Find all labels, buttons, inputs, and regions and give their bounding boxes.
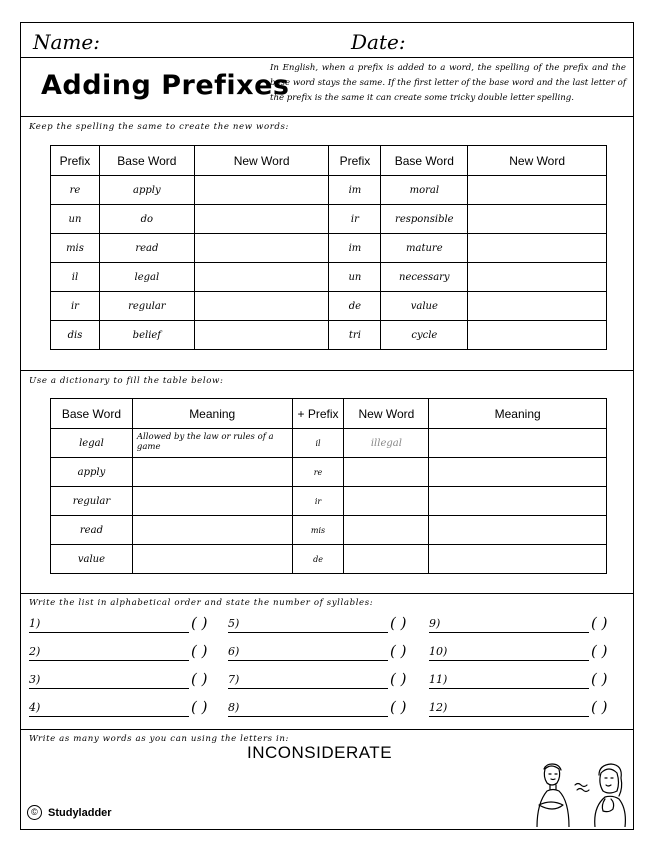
dictionary-table bbox=[50, 398, 607, 574]
column-header: Prefix bbox=[51, 146, 100, 176]
meaning-cell[interactable] bbox=[429, 545, 607, 574]
new-word-cell[interactable] bbox=[344, 487, 429, 516]
new-word-cell[interactable] bbox=[194, 205, 329, 234]
table-header-row bbox=[51, 399, 607, 429]
base-word-cell: responsible bbox=[381, 205, 468, 234]
column-header: Meaning bbox=[132, 399, 292, 429]
prefix-cell: re bbox=[292, 458, 344, 487]
prefix-cell: mis bbox=[51, 234, 100, 263]
prefix-cell: ir bbox=[292, 487, 344, 516]
section4-instruction: Write as many words as you can using the letters in: bbox=[29, 734, 289, 744]
answer-line[interactable] bbox=[29, 688, 189, 689]
prefix-cell: dis bbox=[51, 321, 100, 350]
answer-line[interactable] bbox=[429, 632, 589, 633]
new-word-cell: illegal bbox=[344, 429, 429, 458]
new-word-cell[interactable] bbox=[468, 205, 607, 234]
answer-line[interactable] bbox=[429, 716, 589, 717]
section1-instruction: Keep the spelling the same to create the new words: bbox=[29, 122, 290, 132]
target-word: INCONSIDERATE bbox=[247, 743, 393, 762]
divider bbox=[21, 116, 633, 117]
list-item-number: 4) bbox=[29, 701, 41, 714]
prefix-cell: ir bbox=[51, 292, 100, 321]
table-row bbox=[51, 321, 607, 350]
prefix-cell: de bbox=[292, 545, 344, 574]
syllable-parens[interactable]: ( ) bbox=[390, 642, 407, 660]
new-word-cell[interactable] bbox=[468, 321, 607, 350]
column-header: New Word bbox=[468, 146, 607, 176]
list-item-number: 6) bbox=[228, 645, 240, 658]
syllable-parens[interactable]: ( ) bbox=[390, 698, 407, 716]
column-header: New Word bbox=[194, 146, 329, 176]
new-word-cell[interactable] bbox=[344, 545, 429, 574]
base-word-cell: apply bbox=[51, 458, 133, 487]
base-word-cell: regular bbox=[99, 292, 194, 321]
intro-text: In English, when a prefix is added to a word, the spelling of the prefix and the base word stays the same. If the first letter of the base word and the last letter of the prefix is the same it can create some tricky double letter spelling. bbox=[270, 63, 626, 103]
copyright-icon: © bbox=[27, 805, 42, 820]
answer-line[interactable] bbox=[228, 660, 388, 661]
new-word-cell[interactable] bbox=[194, 292, 329, 321]
page-title: Adding Prefixes bbox=[41, 70, 290, 101]
brand-label: Studyladder bbox=[48, 806, 112, 819]
base-word-cell: read bbox=[51, 516, 133, 545]
new-word-cell[interactable] bbox=[194, 176, 329, 205]
new-word-cell[interactable] bbox=[194, 263, 329, 292]
divider bbox=[21, 57, 633, 58]
table-row bbox=[51, 234, 607, 263]
new-word-cell[interactable] bbox=[468, 176, 607, 205]
list-item-number: 10) bbox=[429, 645, 448, 658]
list-item-number: 9) bbox=[429, 617, 441, 630]
divider bbox=[21, 370, 633, 371]
base-word-cell: value bbox=[381, 292, 468, 321]
meaning-cell[interactable] bbox=[132, 487, 292, 516]
people-illustration-icon bbox=[531, 761, 629, 827]
base-word-cell: cycle bbox=[381, 321, 468, 350]
prefix-cell: il bbox=[51, 263, 100, 292]
prefix-cell: mis bbox=[292, 516, 344, 545]
list-item-number: 2) bbox=[29, 645, 41, 658]
meaning-cell[interactable] bbox=[429, 429, 607, 458]
new-word-cell[interactable] bbox=[468, 263, 607, 292]
syllable-parens[interactable]: ( ) bbox=[191, 614, 208, 632]
prefix-cell: un bbox=[329, 263, 381, 292]
base-word-cell: necessary bbox=[381, 263, 468, 292]
new-word-cell[interactable] bbox=[194, 234, 329, 263]
column-header: + Prefix bbox=[292, 399, 344, 429]
column-header: Prefix bbox=[329, 146, 381, 176]
base-word-cell: moral bbox=[381, 176, 468, 205]
answer-line[interactable] bbox=[228, 632, 388, 633]
base-word-cell: value bbox=[51, 545, 133, 574]
prefix-cell: re bbox=[51, 176, 100, 205]
new-word-cell[interactable] bbox=[468, 234, 607, 263]
list-item-number: 8) bbox=[228, 701, 240, 714]
answer-line[interactable] bbox=[429, 660, 589, 661]
base-word-cell: do bbox=[99, 205, 194, 234]
prefix-cell: de bbox=[329, 292, 381, 321]
column-header: Base Word bbox=[51, 399, 133, 429]
table-row bbox=[51, 205, 607, 234]
base-word-cell: regular bbox=[51, 487, 133, 516]
meaning-cell[interactable] bbox=[429, 487, 607, 516]
list-item-number: 5) bbox=[228, 617, 240, 630]
table-row bbox=[51, 487, 607, 516]
list-item-number: 3) bbox=[29, 673, 41, 686]
table-row bbox=[51, 263, 607, 292]
list-item-number: 1) bbox=[29, 617, 41, 630]
base-word-cell: belief bbox=[99, 321, 194, 350]
prefix-cell: il bbox=[292, 429, 344, 458]
table-header-row bbox=[51, 146, 607, 176]
section3-instruction: Write the list in alphabetical order and state the number of syllables: bbox=[29, 598, 374, 608]
syllable-parens[interactable]: ( ) bbox=[191, 670, 208, 688]
syllable-parens[interactable]: ( ) bbox=[591, 670, 608, 688]
base-word-cell: legal bbox=[51, 429, 133, 458]
worksheet-frame bbox=[20, 22, 634, 830]
answer-line[interactable] bbox=[429, 688, 589, 689]
new-word-cell[interactable] bbox=[344, 516, 429, 545]
prefix-cell: tri bbox=[329, 321, 381, 350]
answer-line[interactable] bbox=[228, 716, 388, 717]
meaning-cell[interactable] bbox=[429, 458, 607, 487]
new-word-cell[interactable] bbox=[344, 458, 429, 487]
table-row bbox=[51, 176, 607, 205]
syllable-parens[interactable]: ( ) bbox=[390, 614, 407, 632]
answer-line[interactable] bbox=[29, 660, 189, 661]
syllable-parens[interactable]: ( ) bbox=[390, 670, 407, 688]
table-row bbox=[51, 429, 607, 458]
column-header: Base Word bbox=[99, 146, 194, 176]
prefix-cell: im bbox=[329, 176, 381, 205]
prefix-table bbox=[50, 145, 607, 350]
answer-line[interactable] bbox=[29, 632, 189, 633]
meaning-cell: Allowed by the law or rules of a game bbox=[132, 429, 292, 458]
syllable-parens[interactable]: ( ) bbox=[591, 698, 608, 716]
meaning-cell[interactable] bbox=[132, 458, 292, 487]
base-word-cell: apply bbox=[99, 176, 194, 205]
syllable-parens[interactable]: ( ) bbox=[591, 642, 608, 660]
prefix-cell: im bbox=[329, 234, 381, 263]
name-label: Name: bbox=[33, 30, 100, 54]
base-word-cell: mature bbox=[381, 234, 468, 263]
base-word-cell: legal bbox=[99, 263, 194, 292]
answer-line[interactable] bbox=[228, 688, 388, 689]
meaning-cell[interactable] bbox=[132, 545, 292, 574]
column-header: New Word bbox=[344, 399, 429, 429]
new-word-cell[interactable] bbox=[194, 321, 329, 350]
list-item-number: 11) bbox=[429, 673, 448, 686]
section2-instruction: Use a dictionary to fill the table below: bbox=[29, 376, 224, 386]
prefix-cell: ir bbox=[329, 205, 381, 234]
column-header: Base Word bbox=[381, 146, 468, 176]
base-word-cell: read bbox=[99, 234, 194, 263]
list-item-number: 12) bbox=[429, 701, 448, 714]
meaning-cell[interactable] bbox=[132, 516, 292, 545]
divider bbox=[21, 729, 633, 730]
syllable-parens[interactable]: ( ) bbox=[191, 698, 208, 716]
column-header: Meaning bbox=[429, 399, 607, 429]
table-row bbox=[51, 458, 607, 487]
table-row bbox=[51, 516, 607, 545]
answer-area[interactable] bbox=[29, 743, 589, 805]
list-item-number: 7) bbox=[228, 673, 240, 686]
answer-line[interactable] bbox=[29, 716, 189, 717]
divider bbox=[21, 593, 633, 594]
syllable-parens[interactable]: ( ) bbox=[591, 614, 608, 632]
date-label: Date: bbox=[351, 30, 406, 54]
footer bbox=[27, 805, 112, 820]
syllable-parens[interactable]: ( ) bbox=[191, 642, 208, 660]
prefix-cell: un bbox=[51, 205, 100, 234]
table-row bbox=[51, 545, 607, 574]
table-row bbox=[51, 292, 607, 321]
new-word-cell[interactable] bbox=[468, 292, 607, 321]
meaning-cell[interactable] bbox=[429, 516, 607, 545]
